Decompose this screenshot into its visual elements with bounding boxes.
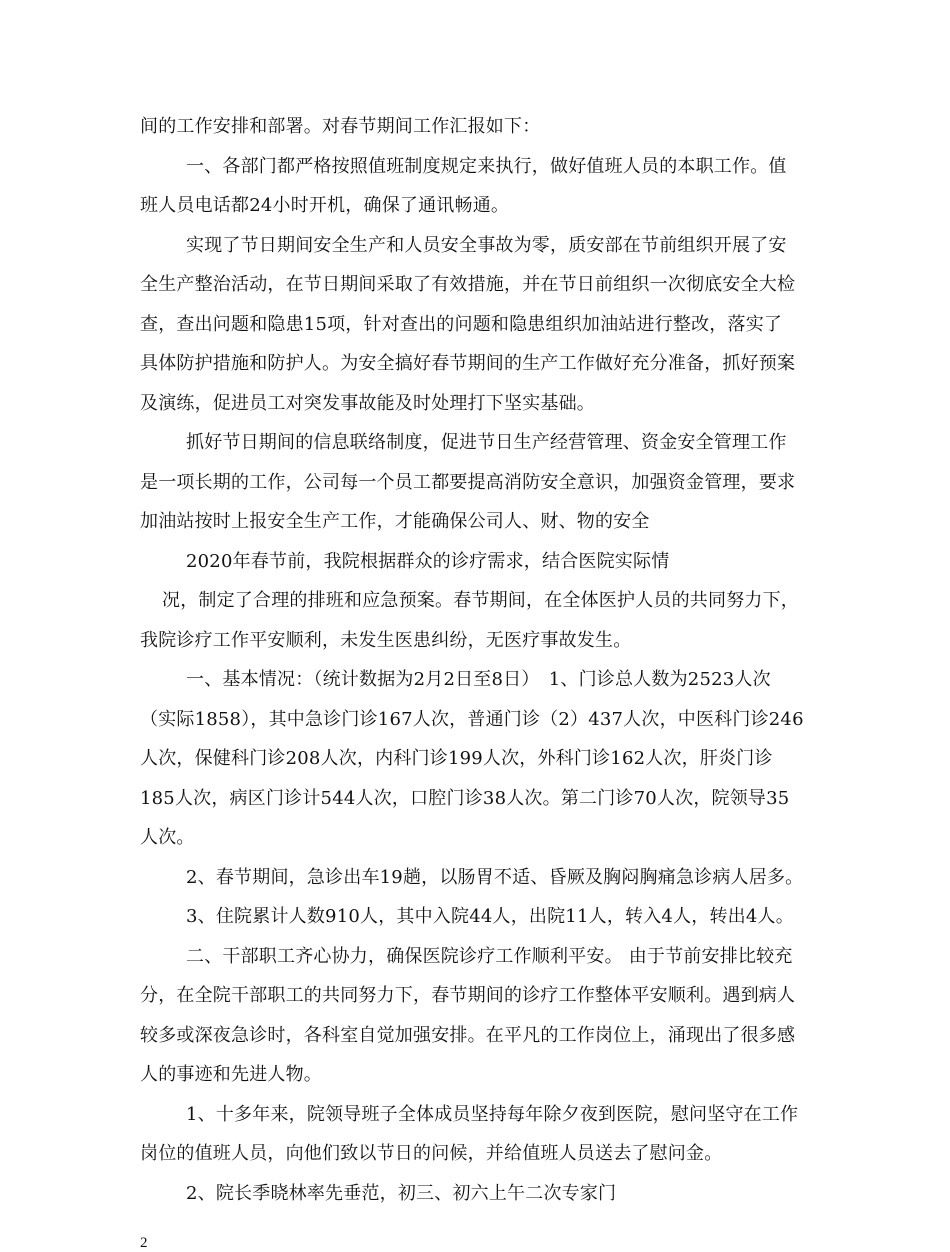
text-line-25: 人的事迹和先进人物。 (140, 1064, 322, 1085)
text-line-13: 况，制定了合理的排班和应急预案。春节期间，在全体医护人员的共同努力下， (162, 590, 799, 611)
text-line-28: 2、院长季晓林率先垂范，初三、初六上午二次专家门 (186, 1182, 617, 1204)
text-line-24: 较多或深夜急诊时，各科室自觉加强安排。在平凡的工作岗位上，涌现出了很多感 (140, 1024, 796, 1046)
text-line-8: 及演练，促进员工对突发事故能及时处理打下坚实基础。 (140, 392, 595, 414)
text-line-9: 抓好节日期间的信息联络制度，促进节日生产经营管理、资金安全管理工作 (186, 432, 787, 453)
text-line-5: 全生产整治活动，在节日期间采取了有效措施，并在节日前组织一次彻底安全大检 (140, 274, 796, 295)
text-line-27: 岗位的值班人员，向他们致以节日的问候，并给值班人员送去了慰问金。 (140, 1143, 723, 1164)
text-line-20: 2、春节期间，急诊出车19趟，以肠胃不适、昏厥及胸闷胸痛急诊病人居多。 (186, 866, 804, 888)
text-line-4: 实现了节日期间安全生产和人员安全事故为零，质安部在节前组织开展了安 (186, 234, 787, 256)
text-line-1: 间的工作安排和部署。对春节期间工作汇报如下： (140, 116, 541, 137)
text-line-2: 一、各部门都严格按照值班制度规定来执行，做好值班人员的本职工作。值 (186, 155, 787, 177)
text-line-23: 分，在全院干部职工的共同努力下，春节期间的诊疗工作整体平安顺利。遇到病人 (140, 985, 796, 1006)
text-line-10: 是一项长期的工作，公司每一个员工都要提高消防安全意识，加强资金管理，要求 (140, 471, 796, 493)
text-line-11: 加油站按时上报安全生产工作，才能确保公司人、财、物的安全 (140, 511, 650, 532)
text-line-14: 我院诊疗工作平安顺利，未发生医患纠纷，无医疗事故发生。 (140, 629, 632, 651)
text-line-17: 人次，保健科门诊208人次，内科门诊199人次，外科门诊162人次，肝炎门诊 (140, 748, 773, 769)
page-number: 2 (140, 1235, 148, 1251)
text-line-22: 二、干部职工齐心协力，确保医院诊疗工作顺利平安。 由于节前安排比较充 (186, 945, 793, 967)
text-line-16: （实际1858），其中急诊门诊167人次，普通门诊（2）437人次，中医科门诊246 (140, 708, 804, 730)
text-line-26: 1、十多年来，院领导班子全体成员坚持每年除夕夜到医院，慰问坚守在工作 (186, 1103, 799, 1125)
text-line-18: 185人次，病区门诊计544人次，口腔门诊38人次。第二门诊70人次，院领导35 (140, 787, 790, 809)
text-line-19: 人次。 (140, 827, 195, 848)
text-line-15: 一、基本情况：（统计数据为2月2日至8日） 1、门诊总人数为2523人次 (186, 669, 771, 690)
text-line-3: 班人员电话都24小时开机，确保了通讯畅通。 (140, 195, 510, 216)
text-line-12: 2020年春节前，我院根据群众的诊疗需求，结合医院实际情 (186, 550, 670, 572)
text-line-7: 具体防护措施和防护人。为安全搞好春节期间的生产工作做好充分准备，抓好预案 (140, 353, 796, 374)
text-line-21: 3、住院累计人数910人，其中入院44人，出院11人，转入4人，转出4人。 (186, 906, 794, 927)
text-line-6: 查，查出问题和隐患15项，针对查出的问题和隐患组织加油站进行整改，落实了 (140, 313, 783, 335)
